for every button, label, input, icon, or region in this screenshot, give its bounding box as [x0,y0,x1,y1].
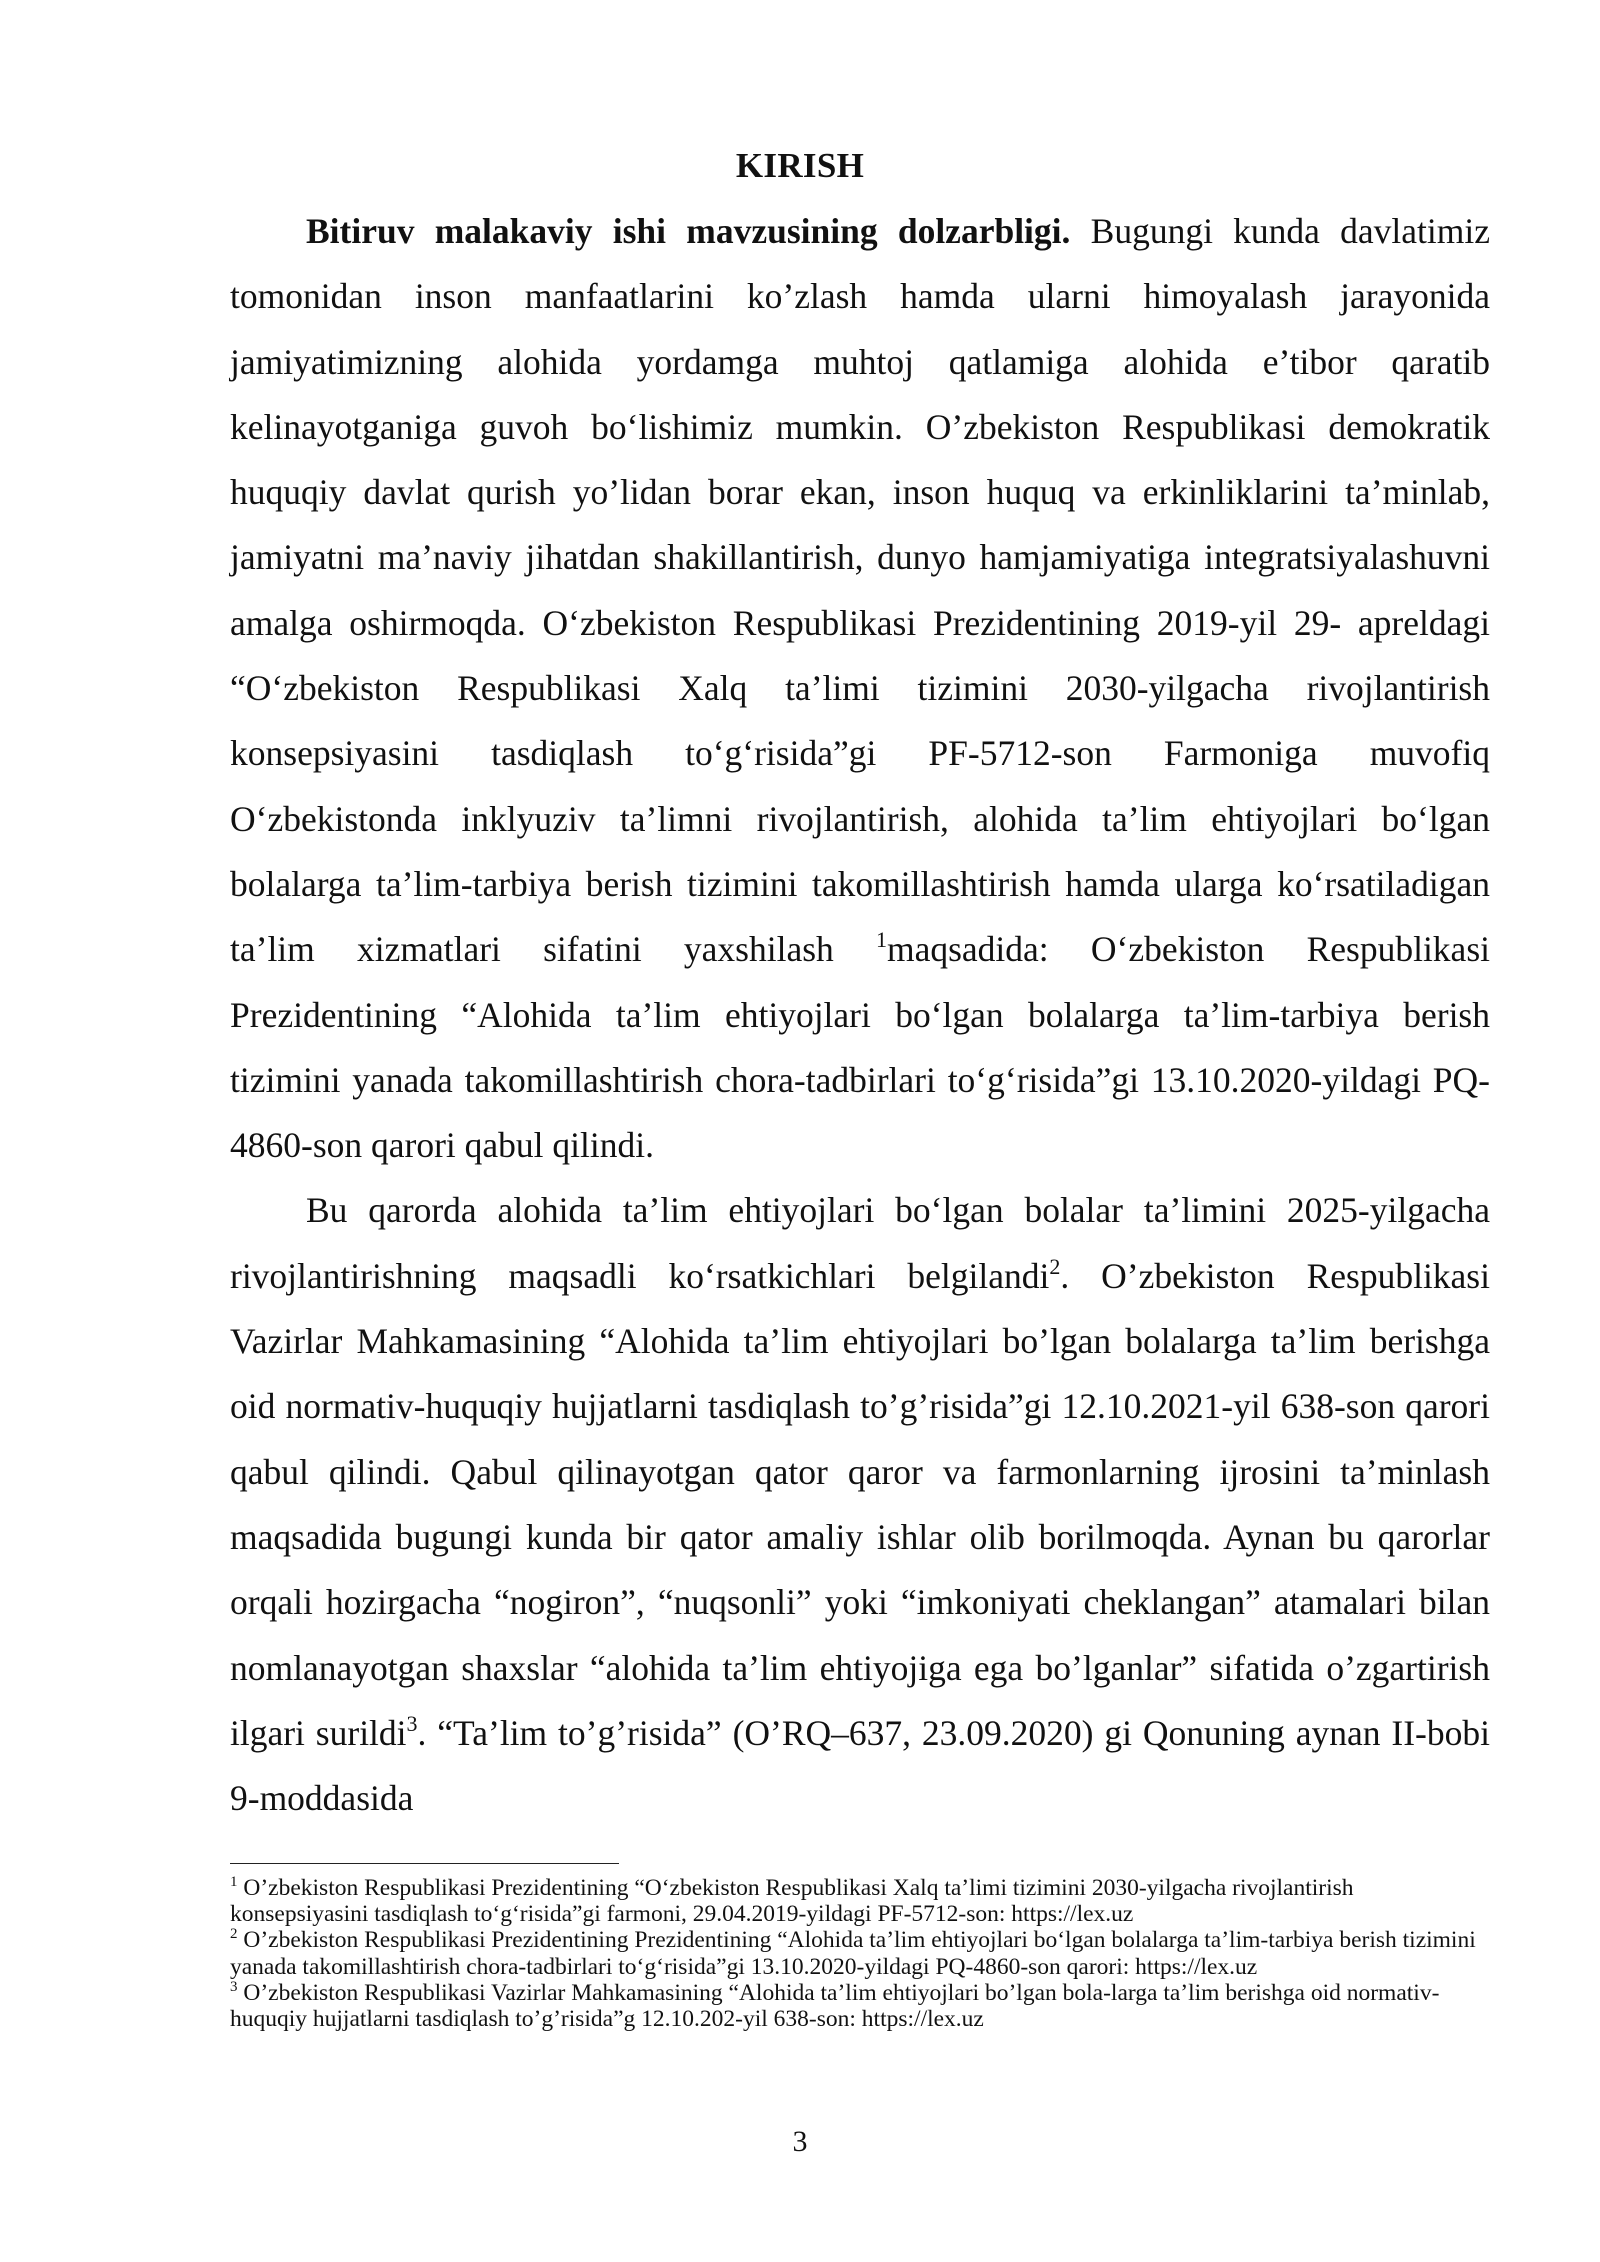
paragraph-1 [230,199,1490,1178]
footnote-text: O’zbekiston Respublikasi Prezidentining Prezidentining “Alohida ta’lim ehtiyojlari boʻlgan bolalarga ta’lim-tarbiya berish tizimini yanada takomillashtirish chora-tadbirlari toʻgʻrisida”gi 13.10.2020-yildagi PQ-4860-son qarori: https://lex.uz [230,1927,1476,1980]
paragraph-2 [230,1178,1490,1831]
paragraph-text: . O’zbekiston Respublikasi Vazirlar Mahkamasining “Alohida ta’lim ehtiyojlari bo’lgan bolalarga ta’lim berishga oid normativ-huquqiy hujjatlarni tasdiqlash to’g’risida”gi 12.10.2021-yil 638-son qarori qabul qilindi. Qabul qilinayotgan qator qaror va farmonlarning ijrosini ta’minlash maqsadida bugungi kunda bir qator amaliy ishlar olib borilmoqda. Aynan bu qarorlar orqali hozirgacha “nogiron”, “nuqsonli” yoki “imkoniyati cheklangan” atamalari bilan nomlanayotgan shaxslar “alohida ta’lim ehtiyojiga ega bo’lganlar” sifatida o’zgartirish ilgari surildi [230,1255,1490,1753]
footnote-marker: 3 [230,1978,238,1995]
footnote-3 [230,1980,1490,2032]
footnote-1 [230,1875,1490,1927]
footnote-text: O’zbekiston Respublikasi Prezidentining “Oʻzbekiston Respublikasi Xalq ta’limi tizimini 2030-yilgacha rivojlantirish konsepsiyasini tasdiqlash toʻgʻrisida”gi farmoni, 29.04.2019-yildagi PF-5712-son: https://lex.uz [230,1875,1354,1928]
body-text [230,199,1490,1831]
page-number: 3 [792,2125,808,2158]
paragraph-text: Bu qarorda alohida ta’lim ehtiyojlari boʻlgan bolalar ta’limini 2025-yilgacha rivojlantirishning maqsadli koʻrsatkichlari belgilandi [230,1190,1490,1296]
paragraph-lead: Bitiruv malakaviy ishi mavzusining dolzarbligi. [306,211,1071,251]
footnote-marker: 1 [230,1874,238,1890]
footnote-ref-1[interactable]: 1 [875,927,887,953]
footnotes [230,1875,1490,2032]
footnote-text: O’zbekiston Respublikasi Vazirlar Mahkamasining “Alohida ta’lim ehtiyojlari bo’lgan bola-larga ta’lim berishga oid normativ-huquqiy hujjatlarni tasdiqlash to’g’risida”g 12.10.202-yil 638-son: https://lex.uz [230,1979,1440,2033]
paragraph-text: . “Ta’lim to’g’risida” (O’RQ–637, 23.09.2020) gi Qonuning aynan II-bobi 9-moddasida [230,1712,1490,1819]
paragraph-text: Bugungi kunda davlatimiz tomonidan inson manfaatlarini ko’zlash hamda ularni himoyalash jarayonida jamiyatimizning alohida yordamga muhtoj qatlamiga alohida e’tibor qaratib kelinayotganiga guvoh boʻlishimiz mumkin. O’zbekiston Respublikasi demokratik huquqiy davlat qurish yo’lidan borar ekan, inson huquq va erkinliklarini ta’minlab, jamiyatni ma’naviy jihatdan shakillantirish, dunyo hamjamiyatiga integratsiyalashuvni amalga oshirmoqda. Oʻzbekiston Respublikasi Prezidentining 2019-yil 29- apreldagi “Oʻzbekiston Respublikasi Xalq ta’limi tizimini 2030-yilgacha rivojlantirish konsepsiyasini tasdiqlash toʻgʻrisida”gi PF-5712-son Farmoniga muvofiq Oʻzbekistonda inklyuziv ta’limni rivojlantirish, alohida ta’lim ehtiyojlari boʻlgan bolalarga ta’lim-tarbiya berish tizimini takomillashtirish hamda ularga koʻrsatiladigan ta’lim xizmatlari sifatini yaxshilash [230,211,1491,970]
section-heading: KIRISH [735,146,865,185]
paragraph-text: maqsadida: Oʻzbekiston Respublikasi Prezidentining “Alohida ta’lim ehtiyojlari boʻlgan bolalarga ta’lim-tarbiya berish tizimini yanada takomillashtirish chora-tadbirlari toʻgʻrisida”gi 13.10.2020-yildagi PQ-4860-son qarori qabul qilindi. [230,929,1490,1166]
footnote-ref-3[interactable]: 3 [406,1710,418,1736]
footnote-2 [230,1927,1490,1979]
footnote-ref-2[interactable]: 2 [1049,1253,1061,1279]
footnote-separator [230,1863,619,1864]
footnote-marker: 2 [230,1926,238,1943]
